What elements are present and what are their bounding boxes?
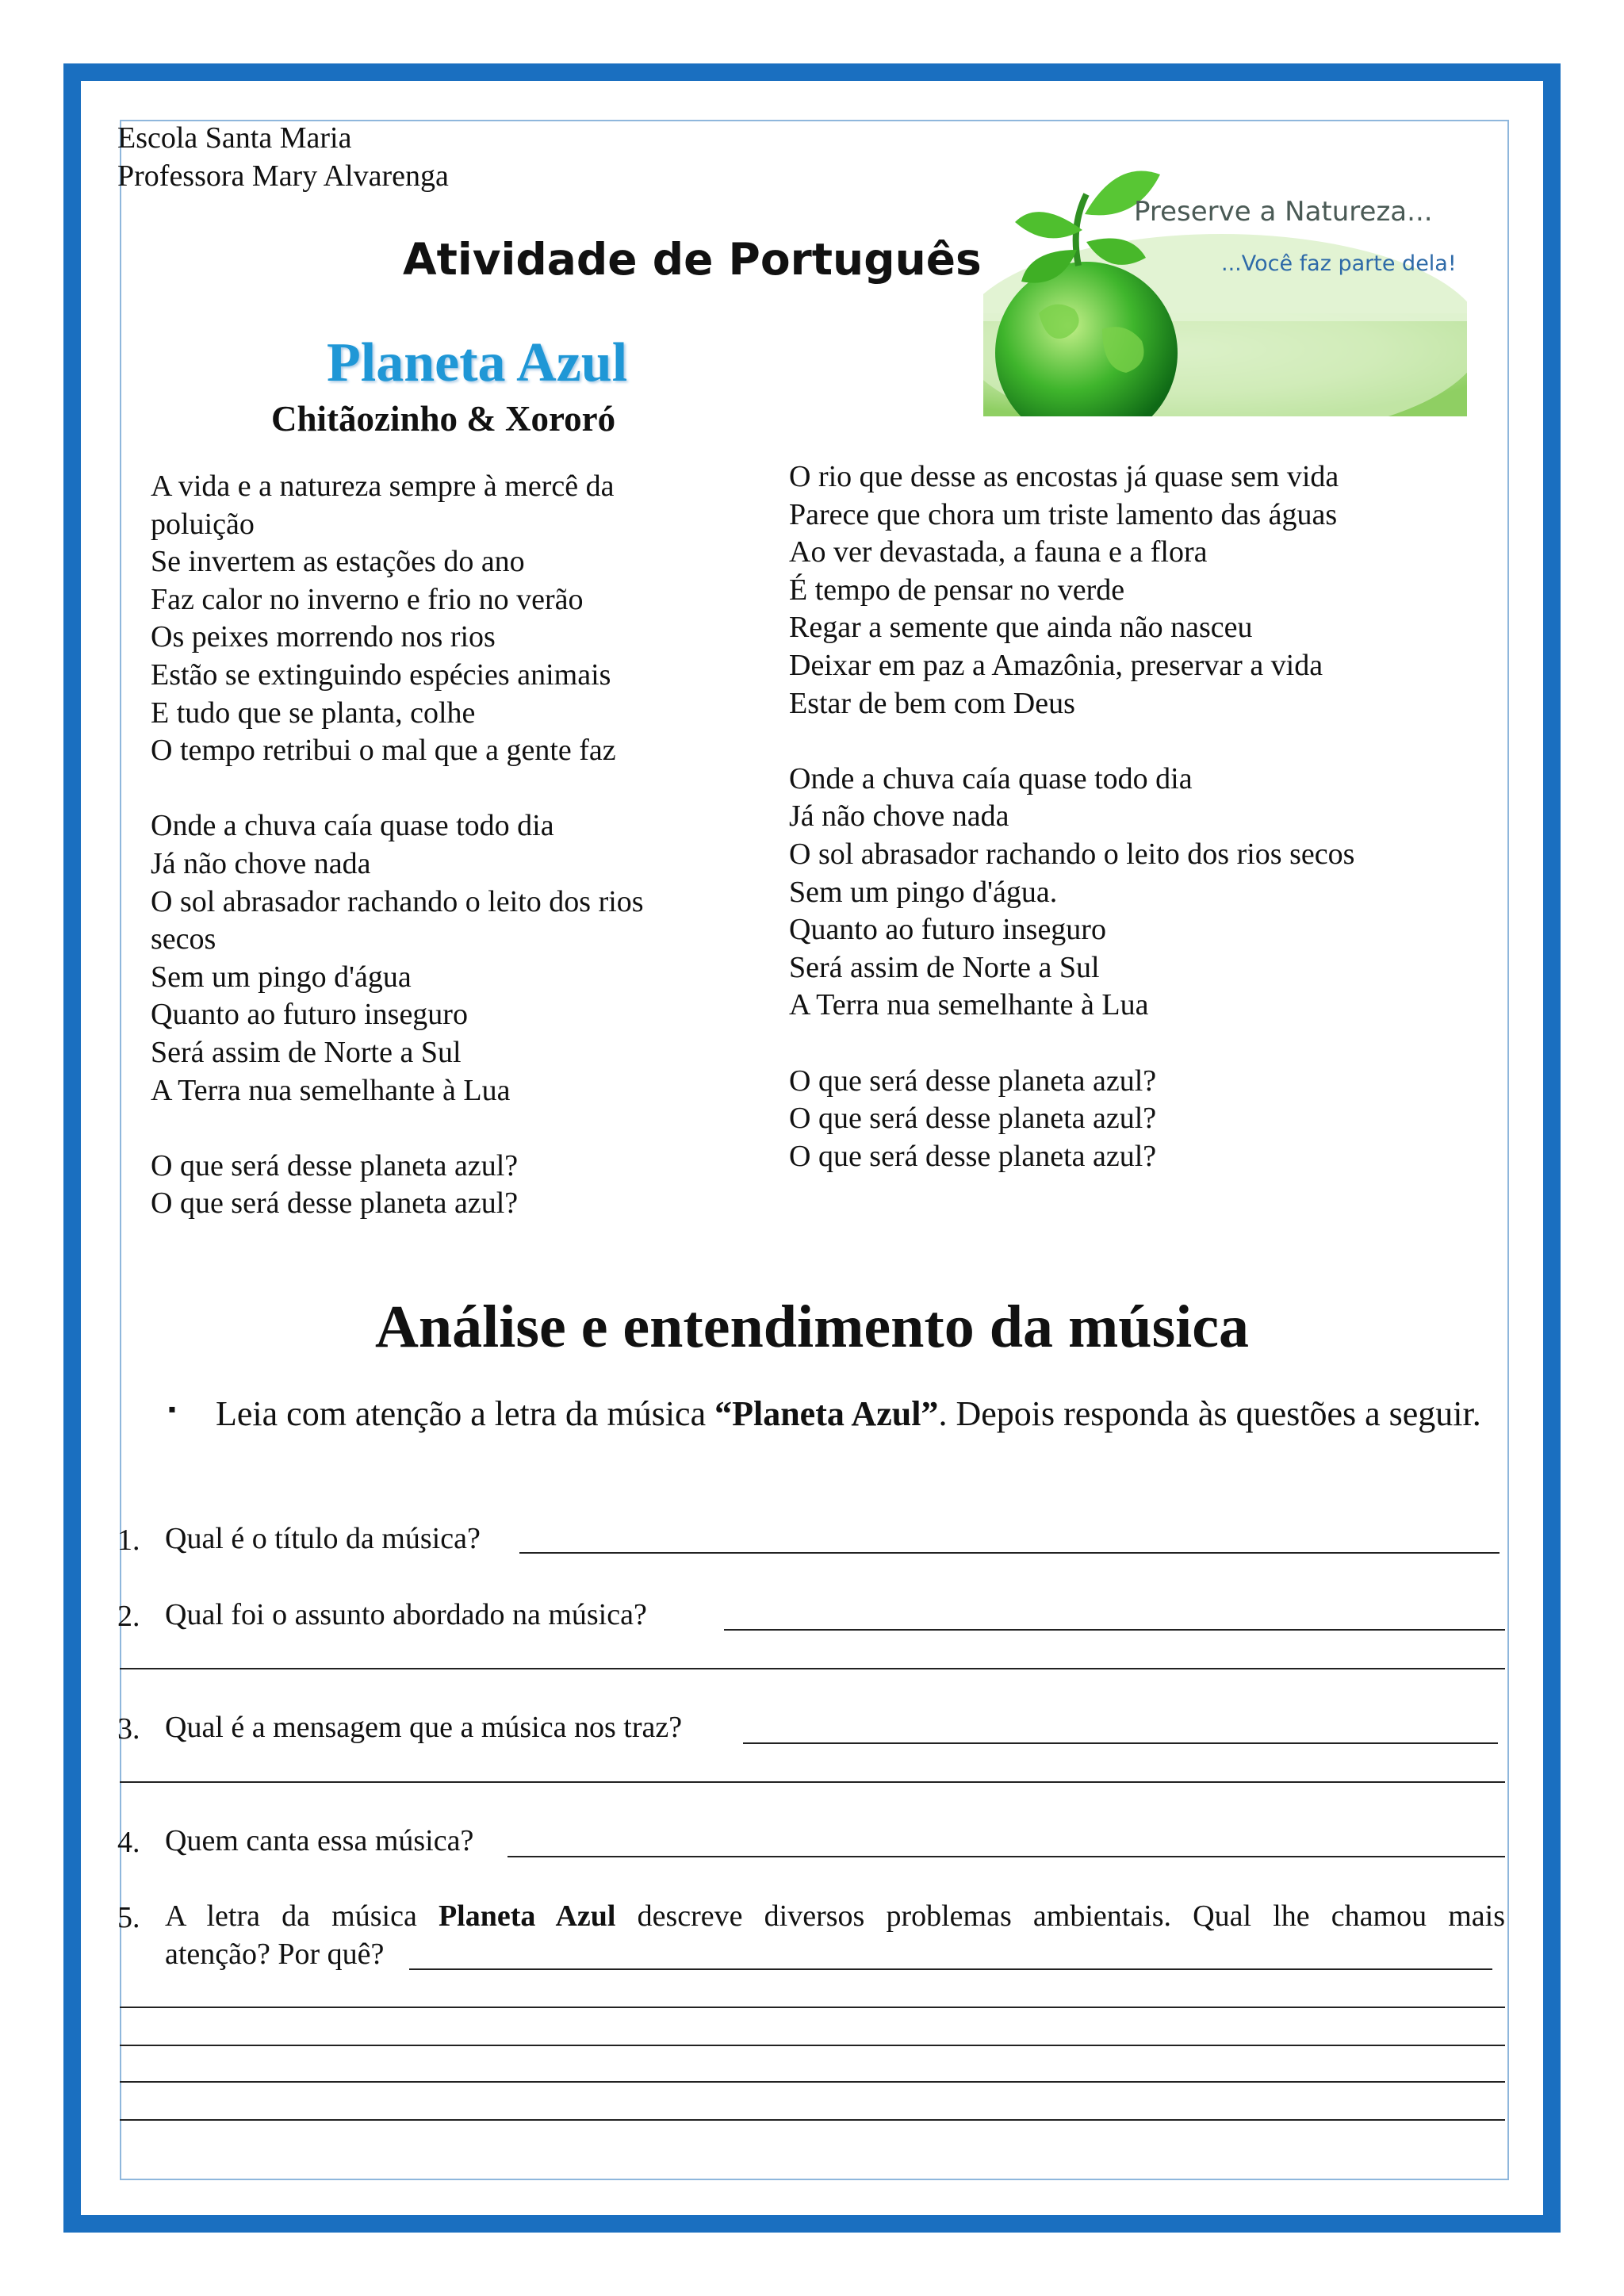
question-2-number: 2. — [117, 1600, 140, 1633]
answer-line-q3-a[interactable] — [743, 1742, 1498, 1744]
answer-line-q5-e[interactable] — [120, 2119, 1505, 2121]
answer-line-q5-a[interactable] — [409, 1968, 1492, 1970]
lyric-line — [789, 723, 1354, 761]
lyric-line: Se invertem as estações do ano — [151, 545, 525, 579]
lyric-line: O tempo retribui o mal que a gente faz — [151, 734, 616, 768]
lyrics-left-column — [151, 468, 644, 1223]
lyric-line: Ao ver devastada, a fauna e a flora — [789, 535, 1208, 569]
question-4-text: Quem canta essa música? — [165, 1824, 474, 1857]
song-title: Planeta Azul — [327, 332, 628, 393]
lyric-line: Quanto ao futuro inseguro — [151, 998, 468, 1032]
question-3-number: 3. — [117, 1712, 140, 1746]
lyric-line: Sem um pingo d'água — [151, 960, 412, 994]
lyric-line: Onde a chuva caía quase todo dia — [151, 809, 554, 843]
instruction-pre: Leia com atenção a letra da música — [216, 1394, 715, 1433]
school-name: Escola Santa Maria — [117, 121, 352, 155]
answer-line-q4[interactable] — [508, 1856, 1505, 1857]
question-5-song-name: Planeta Azul — [438, 1899, 616, 1933]
question-1-number: 1. — [117, 1524, 140, 1557]
song-artist: Chitãozinho & Xororó — [271, 399, 616, 439]
analysis-heading: Análise e entendimento da música — [375, 1294, 1249, 1360]
lyric-line: O que será desse planeta azul? — [789, 1139, 1157, 1173]
lyric-line: O sol abrasador rachando o leito dos rios secos — [789, 837, 1355, 871]
answer-line-q2-a[interactable] — [724, 1629, 1505, 1631]
lyric-line: O rio que desse as encostas já quase sem vida — [789, 460, 1339, 493]
lyric-line: Sem um pingo d'água. — [789, 875, 1058, 909]
lyric-line — [151, 770, 644, 808]
lyric-line: Regar a semente que ainda não nasceu — [789, 611, 1253, 645]
lyric-line — [151, 1110, 644, 1148]
lyric-line: O que será desse planeta azul? — [789, 1064, 1157, 1098]
lyric-line: O sol abrasador rachando o leito dos rios — [151, 884, 644, 918]
question-5-number: 5. — [117, 1901, 140, 1934]
lyric-line: Deixar em paz a Amazônia, preservar a vida — [789, 648, 1323, 682]
school-header — [117, 119, 449, 195]
lyric-line: A Terra nua semelhante à Lua — [789, 988, 1149, 1022]
instruction-text — [216, 1392, 1508, 1436]
lyric-line: O que será desse planeta azul? — [151, 1148, 519, 1182]
logo-text-line2: ...Você faz parte dela! — [1221, 251, 1457, 276]
question-5-pre: A letra da música — [165, 1899, 439, 1933]
lyric-line: Quanto ao futuro inseguro — [789, 913, 1106, 947]
lyrics-right-column — [789, 458, 1354, 1175]
bullet-marker: ▪ — [168, 1397, 176, 1422]
lyric-line: Estão se extinguindo espécies animais — [151, 657, 611, 692]
answer-line-q5-b[interactable] — [120, 2007, 1505, 2008]
answer-line-q2-b[interactable] — [120, 1668, 1505, 1669]
preserve-nature-logo — [983, 155, 1467, 416]
lyric-line: Será assim de Norte a Sul — [789, 950, 1100, 984]
instruction-song-name: “Planeta Azul” — [714, 1394, 939, 1433]
answer-line-q5-c[interactable] — [120, 2045, 1505, 2046]
lyric-line: Faz calor no inverno e frio no verão — [151, 582, 584, 616]
answer-line-q3-b[interactable] — [120, 1781, 1505, 1783]
instruction-post: . Depois responda às questões a seguir. — [938, 1394, 1481, 1433]
question-5-post: descreve diversos problemas ambientais. Qual lhe chamou mais — [615, 1899, 1505, 1933]
lyric-line — [789, 1025, 1354, 1063]
lyric-line: O que será desse planeta azul? — [151, 1186, 519, 1221]
lyric-line: Onde a chuva caía quase todo dia — [789, 761, 1193, 795]
answer-line-q5-d[interactable] — [120, 2081, 1505, 2083]
lyric-line: A Terra nua semelhante à Lua — [151, 1073, 511, 1107]
lyric-line: O que será desse planeta azul? — [789, 1102, 1157, 1136]
lyric-line: É tempo de pensar no verde — [789, 573, 1125, 607]
lyric-line: secos — [151, 922, 216, 956]
lyric-line: A vida e a natureza sempre à mercê da — [151, 470, 615, 503]
globe-plant-icon — [983, 155, 1467, 416]
lyric-line: Parece que chora um triste lamento das águas — [789, 497, 1338, 531]
question-2-text: Qual foi o assunto abordado na música? — [165, 1598, 647, 1631]
lyric-line: Já não chove nada — [789, 799, 1009, 834]
lyric-line: poluição — [151, 507, 255, 541]
logo-text-line1: Preserve a Natureza... — [1134, 196, 1433, 228]
question-1-text: Qual é o título da música? — [165, 1522, 481, 1555]
activity-title: Atividade de Português — [403, 234, 982, 285]
answer-line-q1[interactable] — [519, 1552, 1500, 1554]
lyric-line: Estar de bem com Deus — [789, 686, 1075, 720]
lyric-line: Os peixes morrendo nos rios — [151, 620, 496, 654]
question-3-text: Qual é a mensagem que a música nos traz? — [165, 1711, 683, 1744]
lyric-line: E tudo que se planta, colhe — [151, 696, 476, 730]
question-5-text-line2: atenção? Por quê? — [165, 1938, 385, 1971]
lyric-line: Já não chove nada — [151, 846, 371, 880]
question-5-text — [165, 1897, 1505, 1935]
lyric-line: Será assim de Norte a Sul — [151, 1035, 462, 1069]
teacher-name: Professora Mary Alvarenga — [117, 159, 449, 193]
question-4-number: 4. — [117, 1826, 140, 1859]
